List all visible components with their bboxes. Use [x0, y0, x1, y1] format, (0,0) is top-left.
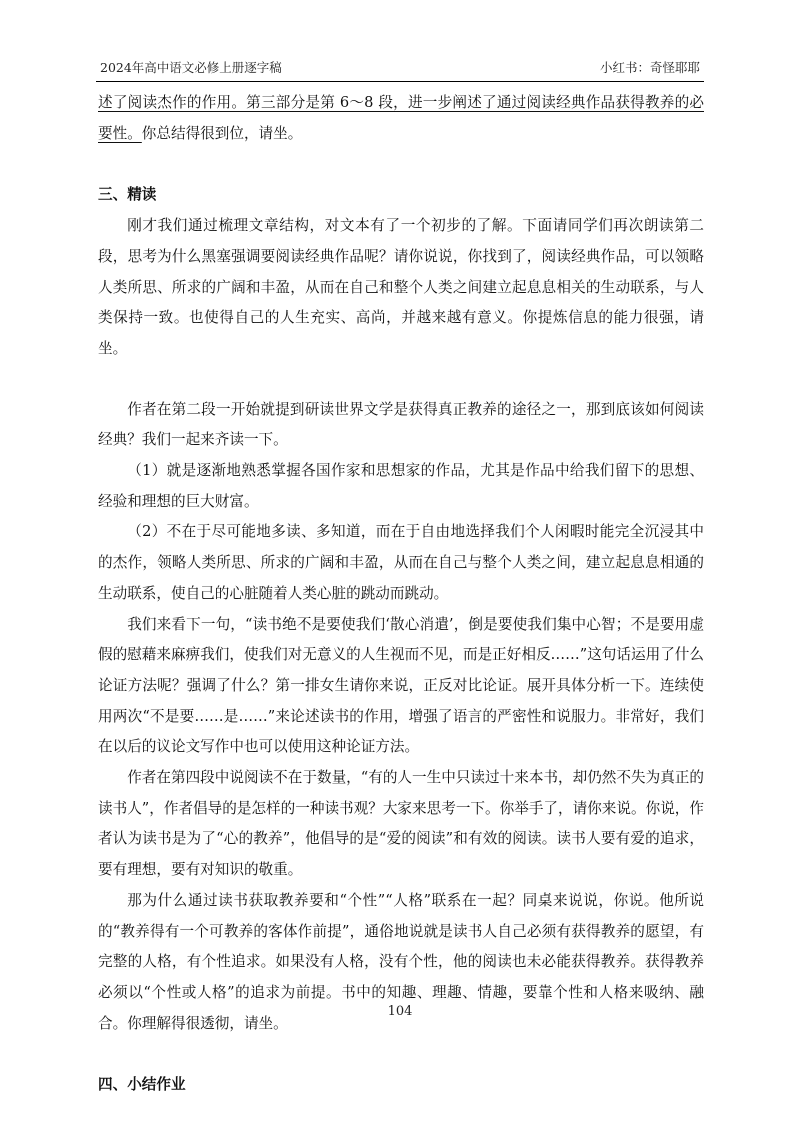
header-author: 小红书：奇怪耶耶	[599, 60, 700, 75]
paragraph: 那为什么通过读书获取教养要和“个性”“人格”联系在一起？同桌来说说，你说。他所说的“教养得有一个可教养的客体作前提”，通俗地说就是读书人自己必须有获得教养的愿望，有完整的人格，有个性追求。如果没有人格，没有个性，他的阅读也未必能获得教养。获得教养必须以“个性或人格”的追求为前提。书中的知趣、理趣、情趣，要靠个性和人格来吸纳、融合。你理解得很透彻，请坐。	[98, 891, 704, 1032]
header-title: 2024年高中语文必修上册逐字稿	[100, 60, 282, 75]
spacer	[98, 365, 704, 395]
underlined-text: 述了阅读杰作的作用。第三部分是第 6～8 段，进一步阐述了通过阅读经典作品获得教养的必要性。	[98, 94, 704, 142]
paragraph-text: 你总结得很到位，请坐。	[141, 124, 303, 142]
section-heading-summary: 四、小结作业	[98, 1076, 186, 1094]
section-heading-close-reading: 三、精读	[98, 186, 157, 204]
paragraph: 我们来看下一句，“读书绝不是要使我们‘散心消遣’，倒是要使我们集中心智；不是要用虚假的慰藉来麻痹我们，使我们对无意义的人生视而不见，而是正好相反……”这句话运用了什么论证方法呢？强调了什么？第一排女生请你来说，正反对比论证。展开具体分析一下。连续使用两次“不是要……是……”来论述读书的作用，增强了语言的严密性和说服力。非常好，我们在以后的议论文写作中也可以使用这种论证方法。	[98, 615, 704, 756]
header-rule	[96, 81, 704, 82]
paragraph-point-2: （2）不在于尽可能地多读、多知道，而在于自由地选择我们个人闲暇时能完全沉浸其中的杰作，领略人类所思、所求的广阔和丰盈，从而在自己与整个人类之间，建立起息息相通的生动联系，使自己的心脏随着人类心脏的跳动而跳动。	[98, 523, 704, 602]
page-number: 104	[387, 1004, 413, 1019]
spacer	[98, 149, 704, 180]
spacer	[98, 1039, 704, 1070]
page-body	[98, 88, 704, 1101]
paragraph: 作者在第四段中说阅读不在于数量，“有的人一生中只读过十来本书，却仍然不失为真正的读书人”，作者倡导的是怎样的一种读书观？大家来思考一下。你举手了，请你来说。你说，作者认为读书是为了“心的教养”，他倡导的是“爱的阅读”和有效的阅读。读书人要有爱的追求，要有理想，要有对知识的敬重。	[98, 769, 704, 879]
paragraph-point-1: （1）就是逐渐地熟悉掌握各国作家和思想家的作品，尤其是作品中给我们留下的思想、经验和理想的巨大财富。	[98, 462, 704, 510]
paragraph: 作者在第二段一开始就提到研读世界文学是获得真正教养的途径之一，那到底该如何阅读经典？我们一起来齐读一下。	[98, 400, 704, 449]
paragraph: 刚才我们通过梳理文章结构，对文本有了一个初步的了解。下面请同学们再次朗读第二段，思考为什么黑塞强调要阅读经典作品呢？请你说说，你找到了，阅读经典作品，可以领略人类所思、所求的广阔和丰盈，从而在自己和整个人类之间建立起息息相关的生动联系，与人类保持一致。也使得自己的人生充实、高尚，并越来越有意义。你提炼信息的能力很强，请坐。	[98, 217, 704, 357]
page-header	[96, 58, 704, 80]
paragraph-continuation	[98, 88, 704, 149]
